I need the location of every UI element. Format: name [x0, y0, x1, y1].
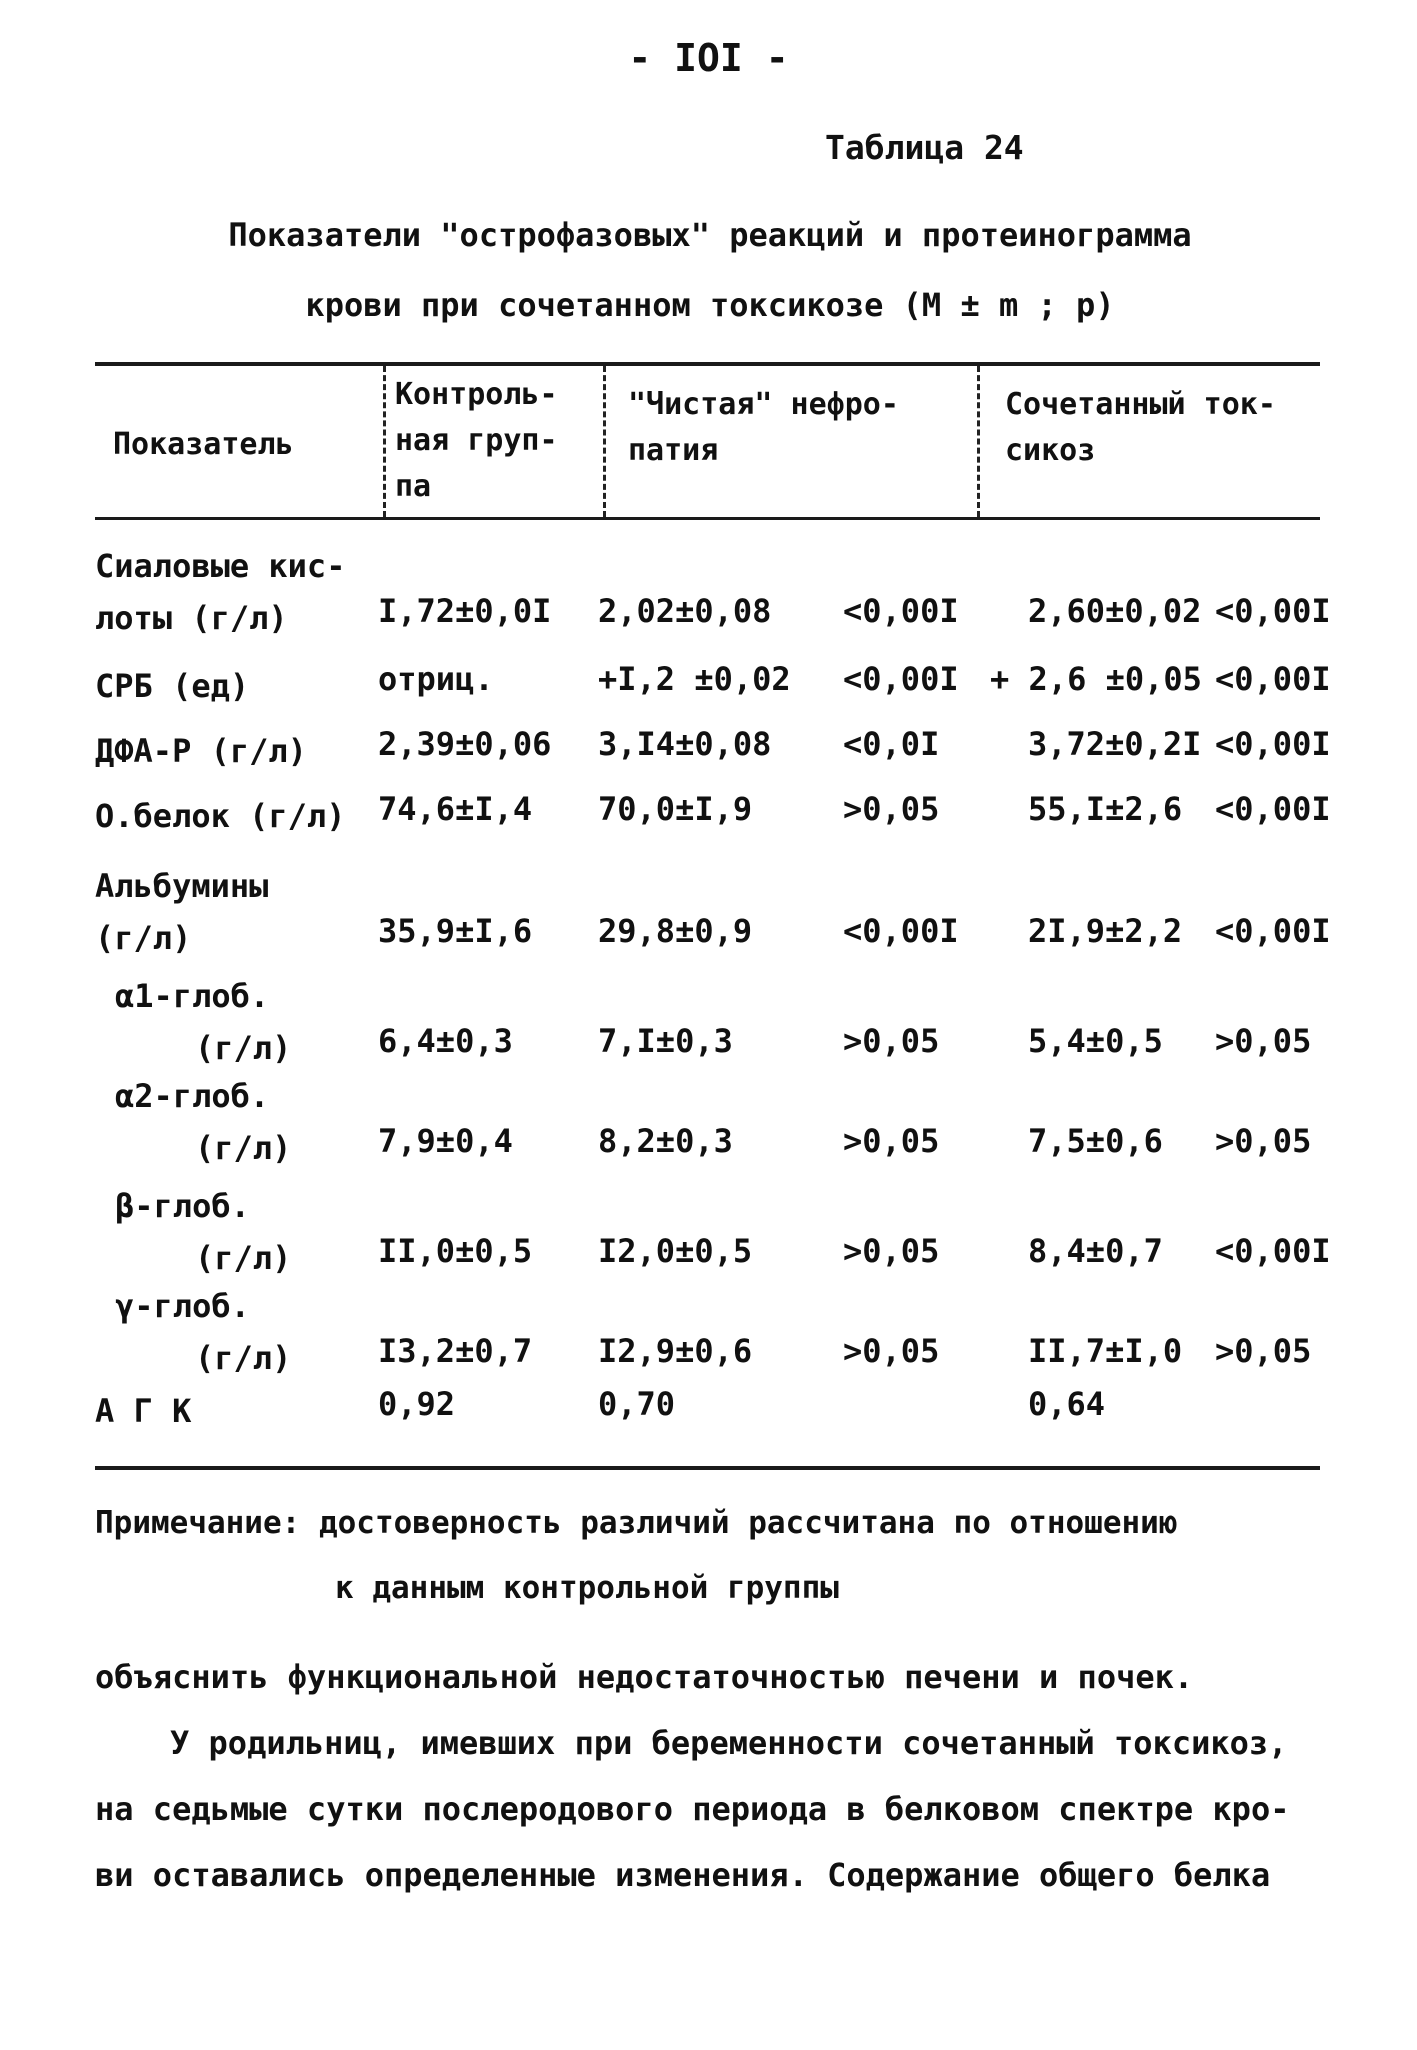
cell-control-value: I3,2±0,7	[378, 1332, 533, 1370]
cell-control-value: 2,39±0,06	[378, 725, 552, 763]
cell-control-value: 6,4±0,3	[378, 1022, 513, 1060]
cell-combined-value: 3,72±0,2I	[1028, 725, 1202, 763]
cell-nephropathy-value: I2,9±0,6	[598, 1332, 753, 1370]
col-header-nephropathy: "Чистая" нефро- патия	[628, 387, 899, 468]
cell-nephropathy-value: 2,02±0,08	[598, 592, 772, 630]
cell-combined-p: >0,05	[1215, 1122, 1312, 1160]
header-bottom-rule	[95, 517, 1320, 520]
cell-nephropathy-p: <0,00I	[843, 592, 959, 630]
row-label: α2-глоб. (г/л)	[115, 1077, 292, 1167]
cell-nephropathy-p: >0,05	[843, 1232, 940, 1270]
cell-combined-value: II,7±I,0	[1028, 1332, 1183, 1370]
paragraph-line-1: объяснить функциональной недостаточностью печени и почек.	[95, 1658, 1194, 1696]
header-separator-2	[603, 366, 606, 517]
paragraph-line-3: на седьмые сутки послеродового периода в белковом спектре кро-	[95, 1790, 1290, 1828]
row-label: Альбумины (г/л)	[95, 867, 269, 957]
cell-combined-value: 0,64	[1028, 1385, 1106, 1423]
cell-nephropathy-p: >0,05	[843, 790, 940, 828]
row-label: γ-глоб. (г/л)	[115, 1287, 292, 1377]
row-label: О.белок (г/л)	[95, 797, 346, 835]
cell-control-value: 0,92	[378, 1385, 456, 1423]
cell-nephropathy-value: 7,I±0,3	[598, 1022, 733, 1060]
cell-combined-p: <0,00I	[1215, 725, 1331, 763]
cell-nephropathy-value: 29,8±0,9	[598, 912, 753, 950]
row-label: СРБ (ед)	[95, 667, 250, 705]
cell-combined-p: <0,00I	[1215, 912, 1331, 950]
header-separator-3	[977, 366, 980, 517]
page-number: - IOI -	[628, 36, 789, 80]
cell-nephropathy-value: 70,0±I,9	[598, 790, 753, 828]
row-label: Сиаловые кис- лоты (г/л)	[95, 547, 346, 637]
col-header-control: Контроль- ная груп- па	[395, 377, 558, 504]
col-header-combined: Сочетанный ток- сикоз	[1005, 387, 1276, 468]
cell-combined-value: 2I,9±2,2	[1028, 912, 1183, 950]
table-note-line-2: к данным контрольной группы	[335, 1570, 839, 1606]
cell-nephropathy-p: >0,05	[843, 1022, 940, 1060]
cell-combined-value: 5,4±0,5	[1028, 1022, 1163, 1060]
cell-combined-p: >0,05	[1215, 1022, 1312, 1060]
row-label: А Г К	[95, 1392, 192, 1430]
cell-combined-value: 8,4±0,7	[1028, 1232, 1163, 1270]
cell-combined-value: 7,5±0,6	[1028, 1122, 1163, 1160]
table-title-line-1: Показатели "острофазовых" реакций и протеинограмма	[228, 216, 1192, 254]
cell-control-value: II,0±0,5	[378, 1232, 533, 1270]
table-bottom-rule	[95, 1466, 1320, 1470]
cell-combined-value: + 2,6 ±0,05	[990, 660, 1202, 698]
cell-nephropathy-p: >0,05	[843, 1332, 940, 1370]
table-top-rule	[95, 362, 1320, 366]
cell-control-value: 74,6±I,4	[378, 790, 533, 828]
table-title-line-2: крови при сочетанном токсикозе (М ± m ; р)	[305, 286, 1115, 324]
cell-combined-p: >0,05	[1215, 1332, 1312, 1370]
cell-combined-p: <0,00I	[1215, 660, 1331, 698]
row-label: α1-глоб. (г/л)	[115, 977, 292, 1067]
table-note-line-1: Примечание: достоверность различий рассчитана по отношению	[95, 1505, 1178, 1541]
cell-nephropathy-p: <0,00I	[843, 912, 959, 950]
cell-combined-p: <0,00I	[1215, 592, 1331, 630]
cell-nephropathy-p: >0,05	[843, 1122, 940, 1160]
row-label: β-глоб. (г/л)	[115, 1187, 292, 1277]
cell-nephropathy-value: 0,70	[598, 1385, 676, 1423]
cell-control-value: 35,9±I,6	[378, 912, 533, 950]
cell-nephropathy-p: <0,0I	[843, 725, 940, 763]
paragraph-line-2: У родильниц, имевших при беременности сочетанный токсикоз,	[170, 1724, 1288, 1762]
cell-control-value: I,72±0,0I	[378, 592, 552, 630]
cell-combined-value: 55,I±2,6	[1028, 790, 1183, 828]
cell-control-value: 7,9±0,4	[378, 1122, 513, 1160]
cell-nephropathy-p: <0,00I	[843, 660, 959, 698]
cell-combined-value: 2,60±0,02	[1028, 592, 1202, 630]
paragraph-line-4: ви оставались определенные изменения. Содержание общего белка	[95, 1856, 1271, 1894]
row-label: ДФА-Р (г/л)	[95, 732, 307, 770]
col-header-indicator: Показатель	[113, 427, 294, 462]
cell-nephropathy-value: 8,2±0,3	[598, 1122, 733, 1160]
cell-combined-p: <0,00I	[1215, 1232, 1331, 1270]
header-separator-1	[383, 366, 386, 517]
cell-nephropathy-value: 3,I4±0,08	[598, 725, 772, 763]
cell-combined-p: <0,00I	[1215, 790, 1331, 828]
cell-nephropathy-value: I2,0±0,5	[598, 1232, 753, 1270]
table-label: Таблица 24	[825, 128, 1024, 167]
cell-control-value: отриц.	[378, 660, 494, 698]
cell-nephropathy-value: +I,2 ±0,02	[598, 660, 791, 698]
